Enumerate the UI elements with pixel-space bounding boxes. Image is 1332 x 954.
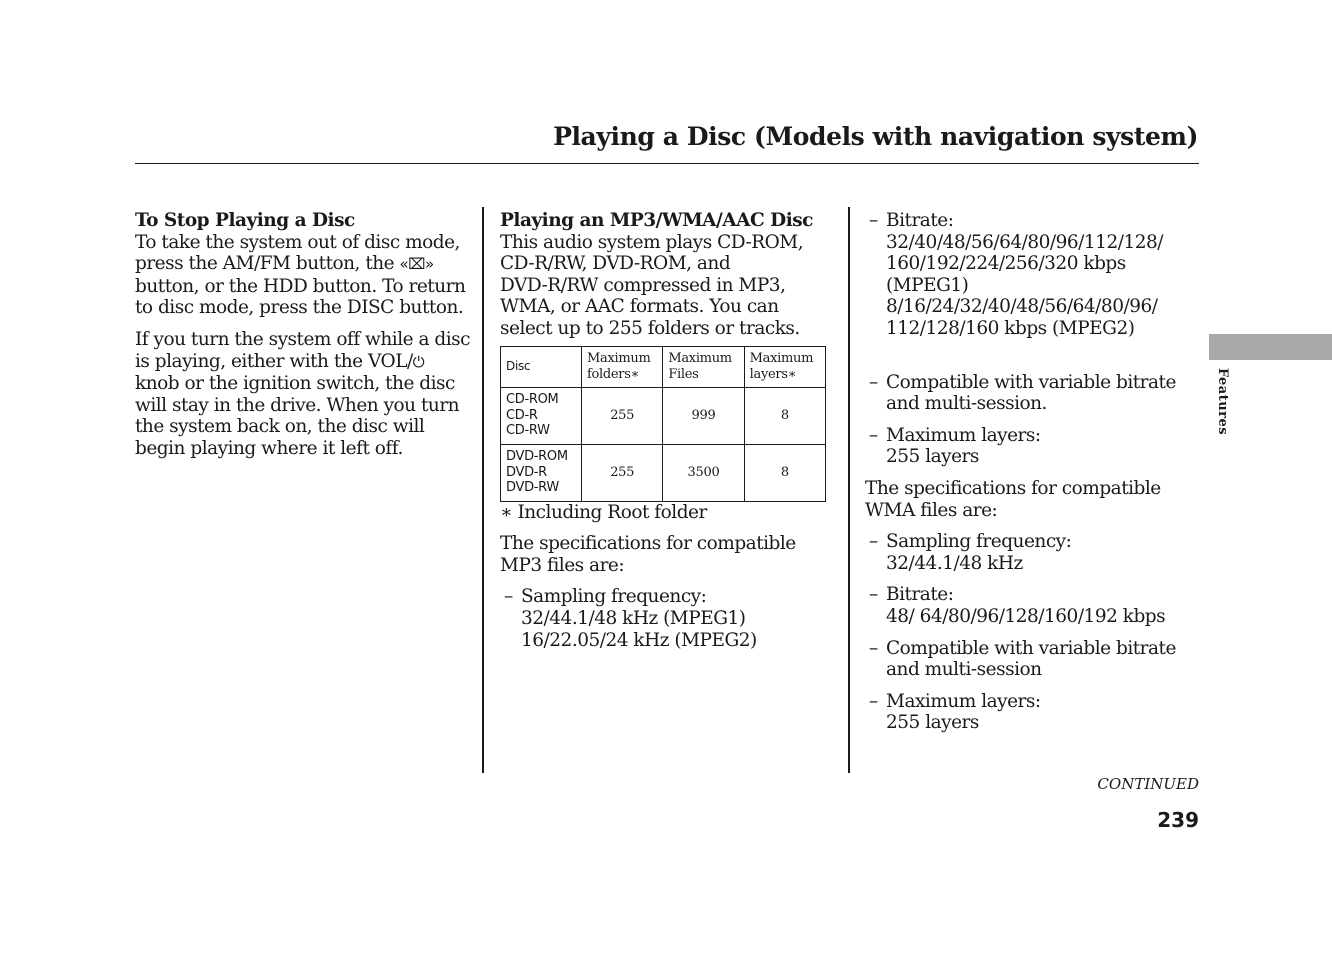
section-label-text: Features — [1215, 368, 1230, 436]
off-line-text: is playing, either with the VOL/ — [135, 350, 413, 372]
table-row — [501, 444, 826, 501]
continued-label: CONTINUED — [1097, 775, 1199, 793]
column-3 — [865, 210, 1200, 734]
table-header-row — [501, 346, 826, 387]
off-line: will stay in the drive. When you turn — [135, 394, 460, 416]
header-rule — [135, 163, 1199, 164]
column-1 — [135, 210, 475, 460]
column-2 — [500, 210, 840, 651]
bullet-dash: – — [869, 531, 878, 553]
off-line: knob or the ignition switch, the disc — [135, 373, 455, 395]
intro-line: DVD-R/RW compressed in MP3, — [500, 274, 786, 296]
bullet-dash: – — [869, 637, 878, 659]
bullet-dash: – — [869, 690, 878, 712]
table-cell: 255 — [582, 444, 663, 501]
table-cell-disc: CD-ROM CD-R CD-RW — [501, 387, 582, 444]
section-label — [1211, 368, 1233, 448]
skip-seek-icon: «⌧» — [399, 255, 434, 274]
page-title: Playing a Disc (Models with navigation system) — [553, 122, 1198, 151]
spec-bullet: – Sampling frequency: 32/44.1/48 kHz (MPEG1) 16/22.05/24 kHz (MPEG2) — [504, 586, 757, 651]
off-line: If you turn the system off while a disc — [135, 328, 470, 350]
mp3-spec-line: The specifications for compatible — [500, 533, 796, 555]
spec-bullet: – Maximum layers: 255 layers — [869, 690, 1041, 734]
intro-line: WMA, or AAC formats. You can — [500, 296, 779, 318]
stop-heading: To Stop Playing a Disc — [135, 210, 355, 231]
off-line: begin playing where it left off. — [135, 437, 403, 459]
table-cell: 8 — [744, 387, 825, 444]
bullet-dash: – — [869, 584, 878, 606]
wma-spec-line: The specifications for compatible — [865, 477, 1161, 499]
stop-line: to disc mode, press the DISC button. — [135, 297, 464, 319]
section-tab — [1209, 334, 1332, 360]
table-header-cell: Disc — [501, 346, 582, 387]
table-footnote: ∗ Including Root folder — [500, 501, 707, 523]
bullet-dash: – — [504, 586, 513, 608]
bullet-dash: – — [869, 424, 878, 446]
disc-spec-table — [500, 346, 826, 502]
stop-line — [135, 253, 475, 276]
spec-bullet: – Bitrate: 48/ 64/80/96/128/160/192 kbps — [869, 584, 1166, 627]
table-cell: 999 — [663, 387, 744, 444]
table-cell-disc: DVD-ROM DVD-R DVD-RW — [501, 444, 582, 501]
spec-bullet: – Compatible with variable bitrate and multi-session — [869, 637, 1176, 681]
off-line: the system back on, the disc will — [135, 416, 425, 438]
stop-line: To take the system out of disc mode, — [135, 231, 460, 253]
table-header-cell: Maximum layers∗ — [744, 346, 825, 387]
table-header-cell: Maximum folders∗ — [582, 346, 663, 387]
page-number: 239 — [1157, 808, 1199, 832]
table-cell: 255 — [582, 387, 663, 444]
intro-line: select up to 255 folders or tracks. — [500, 317, 800, 339]
mp3-heading: Playing an MP3/WMA/AAC Disc — [500, 210, 813, 231]
wma-spec-line: WMA files are: — [865, 499, 998, 521]
spec-bullet: – Compatible with variable bitrate and multi-session. — [869, 371, 1176, 415]
column-divider-2 — [848, 207, 850, 773]
spec-bullet: – Maximum layers: 255 layers — [869, 424, 1041, 468]
table-cell: 8 — [744, 444, 825, 501]
table-header-cell: Maximum Files — [663, 346, 744, 387]
bullet-dash: – — [869, 371, 878, 393]
column-divider-1 — [482, 207, 484, 773]
power-icon: ⏻ — [412, 352, 425, 371]
bullet-dash: – — [869, 210, 878, 231]
table-cell: 3500 — [663, 444, 744, 501]
spec-bullet: – Sampling frequency: 32/44.1/48 kHz — [869, 531, 1072, 574]
stop-line-text: press the AM/FM button, the — [135, 253, 395, 275]
intro-line: CD-R/RW, DVD-ROM, and — [500, 253, 731, 275]
off-line — [135, 351, 475, 374]
table-row — [501, 387, 826, 444]
spec-bullet: – Bitrate: 32/40/48/56/64/80/96/112/128/ 160/192/224/256/320 kbps (MPEG1) 8/16/24/32/40/48/56/64/80/96/ 112/128/160 kbps (MPEG2) — [869, 210, 1164, 339]
intro-line: This audio system plays CD-ROM, — [500, 231, 804, 253]
stop-line: button, or the HDD button. To return — [135, 275, 466, 297]
mp3-spec-line: MP3 files are: — [500, 554, 625, 576]
